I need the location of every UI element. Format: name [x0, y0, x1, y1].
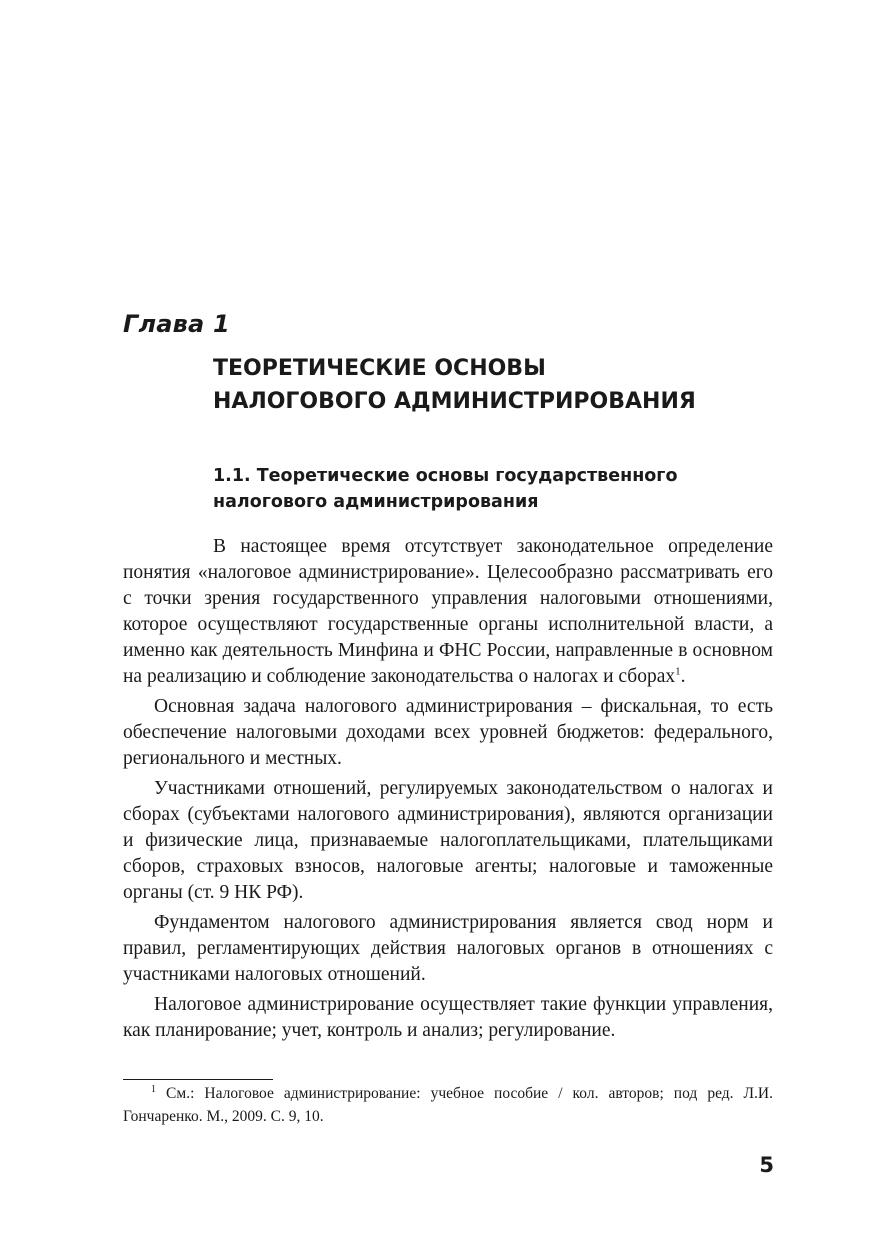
paragraph-3: Участниками отношений, регулируемых законодательством о налогах и сборах (субъектами налогового администрирования), являются организации и физические лица, признаваемые налогоплательщиками, плательщиками сборов, страховых взносов, налоговые агенты; налоговые и таможенные органы (ст. 9 НК РФ).: [123, 778, 773, 903]
section-title-line-2: налогового администрирования: [213, 492, 539, 512]
section-title: [213, 463, 773, 515]
section-title-line-1: 1.1. Теоретические основы государственного: [213, 466, 678, 486]
footnote-text: См.: Налоговое администрирование: учебное пособие / кол. авторов; под ред. Л.И. Гончаренко. М., 2009. С. 9, 10.: [123, 1085, 774, 1125]
footnote-number: 1: [151, 1083, 156, 1095]
body-text: [123, 534, 773, 1048]
chapter-title-line-1: ТЕОРЕТИЧЕСКИЕ ОСНОВЫ: [213, 356, 546, 381]
chapter-title-line-2: НАЛОГОВОГО АДМИНИСТРИРОВАНИЯ: [213, 389, 696, 414]
footnote-divider: [123, 1079, 273, 1080]
paragraph-1-text: В настоящее время отсутствует законодательное определение понятия «налоговое администрирование». Целесообразно рассматривать его с точки зрения государственного управления налоговыми отношениями, которое осуществляют государственные органы исполнительной власти, а именно как деятельность Минфина и ФНС России, направленные в основном на реализацию и соблюдение законодательства о налогах и сборах: [123, 536, 773, 687]
paragraph-5: Налоговое администрирование осуществляет такие функции управления, как планирование; учет, контроль и анализ; регулирование.: [123, 994, 773, 1041]
paragraph-4: Фундаментом налогового администрирования является свод норм и правил, регламентирующих действия налоговых органов в отношениях с участниками налоговых отношений.: [123, 912, 773, 985]
paragraph-1: [123, 534, 773, 690]
chapter-title: [213, 352, 813, 418]
footnote: [123, 1082, 773, 1128]
chapter-label: Глава 1: [123, 310, 230, 338]
paragraph-2: Основная задача налогового администрирования – фискальная, то есть обеспечение налоговыми доходами всех уровней бюджетов: федерального, регионального и местных.: [123, 696, 773, 769]
paragraph-1-end: .: [680, 666, 686, 687]
page-number: 5: [759, 1153, 774, 1177]
footnote-reference[interactable]: 1: [675, 665, 681, 678]
